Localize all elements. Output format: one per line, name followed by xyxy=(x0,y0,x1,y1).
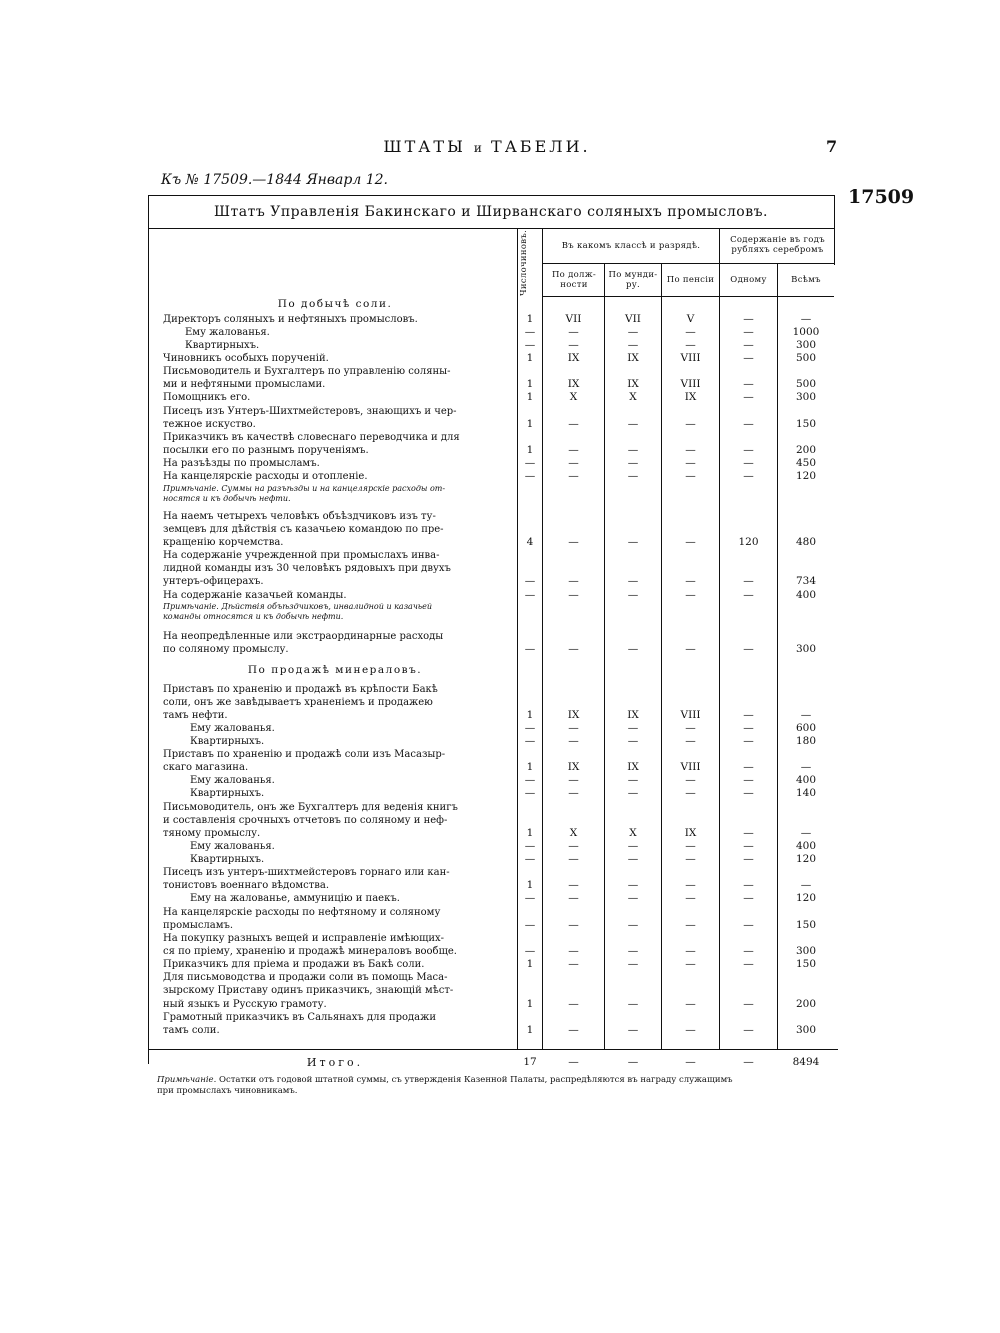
cell-one: — xyxy=(743,643,754,655)
cell-pension: — xyxy=(685,722,696,734)
header-bottom-rule xyxy=(542,296,834,297)
table-title: Штатъ Управленія Бакинскаго и Ширванскаго соляныхъ промысловъ. xyxy=(214,204,768,220)
cell-post: — xyxy=(568,326,579,338)
row-label: Для письмоводства и продажи соли въ помощь Маса- xyxy=(163,972,448,983)
note-1-line1: Суммы на разъѣзды и на канцелярскіе расходы от- xyxy=(221,484,446,493)
table-frame-right xyxy=(834,195,835,232)
header-salary-group: Содержаніе въ годъ рубляхъ серебромъ xyxy=(730,235,825,255)
cell-count: — xyxy=(524,774,536,786)
cell-count: — xyxy=(524,892,536,904)
cell-one: — xyxy=(743,326,754,338)
cell-post: — xyxy=(568,945,579,957)
cell-one: — xyxy=(743,879,754,891)
row-label: Ему на жалованье, аммуницію и паекъ. xyxy=(190,893,400,904)
cell-one: — xyxy=(743,787,754,799)
cell-pension: IX xyxy=(684,391,697,403)
cell-count: — xyxy=(524,457,536,469)
cell-post: — xyxy=(568,1024,579,1036)
cell-count: — xyxy=(524,735,536,747)
header-by-pension: По пенсіи xyxy=(666,275,715,285)
cell-all: 150 xyxy=(795,418,817,430)
cell-all: 180 xyxy=(795,735,817,747)
row-label: земцевъ для дѣйствія съ казачьею командою по пре- xyxy=(163,524,444,535)
cell-all: 500 xyxy=(795,352,817,364)
row-label: На канцелярскіе расходы по нефтяному и соляному xyxy=(163,907,441,918)
total-uniform: — xyxy=(627,1056,639,1068)
row-label: унтеръ-офицерахъ. xyxy=(163,576,264,587)
row-label: Приказчикъ въ качествѣ словеснаго переводчика и для xyxy=(163,432,460,443)
header-per-one: Одному xyxy=(730,275,767,285)
cell-uniform: X xyxy=(629,827,637,839)
cell-post: — xyxy=(568,774,579,786)
cell-pension: IX xyxy=(684,827,697,839)
cell-all: 600 xyxy=(795,722,817,734)
cell-post: — xyxy=(568,536,579,548)
cell-pension: — xyxy=(685,892,696,904)
cell-one: — xyxy=(743,998,754,1010)
total-label: Итого. xyxy=(306,1056,364,1069)
cell-uniform: — xyxy=(627,892,639,904)
row-label: зырскому Приставу одинъ приказчикъ, знающій мѣст- xyxy=(163,985,454,996)
note-2 xyxy=(163,602,432,612)
cell-pension: — xyxy=(685,879,696,891)
cell-count: 1 xyxy=(526,313,534,325)
total-one: — xyxy=(743,1056,754,1068)
cell-count: — xyxy=(524,643,536,655)
running-title-part2: ТАБЕЛИ. xyxy=(491,137,591,156)
header-subrule xyxy=(542,263,834,264)
row-label: тонистовъ военнаго вѣдомства. xyxy=(163,880,330,891)
cell-pension: VIII xyxy=(680,378,701,390)
row-label: Писецъ изъ унтеръ-шихтмейстеровъ горнаго или кан- xyxy=(163,867,450,878)
cell-post: — xyxy=(568,958,579,970)
cell-one: — xyxy=(743,589,754,601)
cell-pension: V xyxy=(686,313,695,325)
footnote xyxy=(157,1075,847,1097)
section-sale: По продажѣ минераловъ. xyxy=(247,664,423,676)
row-label: Приказчикъ для пріема и продажи въ Бакѣ соли. xyxy=(163,959,425,970)
cell-one: — xyxy=(743,709,754,721)
cell-pension: VIII xyxy=(680,709,701,721)
cell-uniform: — xyxy=(627,339,639,351)
cell-count: 1 xyxy=(526,998,534,1010)
cell-uniform: — xyxy=(627,998,639,1010)
header-by-post: По долж-ности xyxy=(551,270,597,290)
cell-all: 300 xyxy=(795,1024,817,1036)
cell-one: — xyxy=(743,945,754,957)
row-label: промысламъ. xyxy=(163,920,234,931)
cell-count: 1 xyxy=(526,958,534,970)
row-label: лидной команды изъ 30 человѣкъ рядовыхъ при двухъ xyxy=(163,563,451,574)
cell-post: — xyxy=(568,589,579,601)
cell-post: — xyxy=(568,787,579,799)
note-1-line2: носятся и къ добычѣ нефти. xyxy=(163,494,291,503)
row-label: Квартирныхъ. xyxy=(190,854,265,865)
cell-one: — xyxy=(743,391,754,403)
row-label: На разъѣзды по промысламъ. xyxy=(163,458,320,469)
cell-all: — xyxy=(800,313,812,325)
section-extraction: По добычѣ соли. xyxy=(277,298,393,310)
cell-pension: — xyxy=(685,536,696,548)
row-label: Квартирныхъ. xyxy=(185,340,260,351)
cell-pension: — xyxy=(685,735,696,747)
row-label: тяному промыслу. xyxy=(163,828,261,839)
cell-one: — xyxy=(743,313,754,325)
cell-one: — xyxy=(743,853,754,865)
cell-all: 300 xyxy=(795,643,817,655)
cell-post: — xyxy=(568,418,579,430)
row-label: соли, онъ же завѣдываетъ храненіемъ и продажею xyxy=(163,697,433,708)
cell-one: — xyxy=(743,827,754,839)
cell-post: — xyxy=(568,575,579,587)
header-by-uniform: По мунди-ру. xyxy=(608,270,658,290)
cell-all: 400 xyxy=(795,840,817,852)
cell-count: — xyxy=(524,853,536,865)
cell-post: — xyxy=(568,722,579,734)
row-label: На содержаніе казачьей команды. xyxy=(163,590,347,601)
row-label: Директоръ соляныхъ и нефтяныхъ промысловъ. xyxy=(163,314,418,325)
cell-uniform: — xyxy=(627,418,639,430)
cell-count: — xyxy=(524,919,536,931)
cell-one: — xyxy=(743,1024,754,1036)
cell-one: — xyxy=(743,735,754,747)
cell-count: — xyxy=(524,840,536,852)
cell-uniform: — xyxy=(627,457,639,469)
cell-post: — xyxy=(568,457,579,469)
cell-count: — xyxy=(524,470,536,482)
cell-count: — xyxy=(524,575,536,587)
cell-one: — xyxy=(743,840,754,852)
row-label: и составленія срочныхъ отчетовъ по соляному и неф- xyxy=(163,815,448,826)
row-label: ный языкъ и Русскую грамоту. xyxy=(163,999,327,1010)
cell-pension: — xyxy=(685,418,696,430)
cell-count: — xyxy=(524,339,536,351)
cell-count: 4 xyxy=(526,536,534,548)
cell-post: — xyxy=(568,919,579,931)
row-label: Чиновникъ особыхъ порученій. xyxy=(163,353,329,364)
row-label: Ему жалованья. xyxy=(185,327,270,338)
cell-all: 120 xyxy=(795,470,817,482)
cell-pension: — xyxy=(685,470,696,482)
cell-one: — xyxy=(743,457,754,469)
cell-one: — xyxy=(743,339,754,351)
cell-one: — xyxy=(743,774,754,786)
note-2-label: Примѣчаніе. xyxy=(163,602,219,611)
cell-uniform: — xyxy=(627,722,639,734)
cell-uniform: — xyxy=(627,945,639,957)
cell-uniform: — xyxy=(627,1024,639,1036)
cell-uniform: — xyxy=(627,919,639,931)
cell-pension: — xyxy=(685,998,696,1010)
row-label: На канцелярскіе расходы и отопленіе. xyxy=(163,471,368,482)
row-label: Писецъ изъ Унтеръ-Шихтмейстеровъ, знающихъ и чер- xyxy=(163,406,457,417)
cell-uniform: — xyxy=(627,643,639,655)
note-2-line2: команды относятся и къ добычѣ нефти. xyxy=(163,612,344,621)
cell-pension: — xyxy=(685,444,696,456)
row-label: кращенію корчемства. xyxy=(163,537,284,548)
cell-uniform: IX xyxy=(627,761,639,773)
cell-uniform: VII xyxy=(625,313,641,325)
cell-one: — xyxy=(743,722,754,734)
cell-all: 734 xyxy=(795,575,817,587)
cell-count: 1 xyxy=(526,827,534,839)
cell-post: — xyxy=(568,998,579,1010)
cell-uniform: — xyxy=(627,958,639,970)
cell-all: 1000 xyxy=(792,326,820,338)
row-label: На содержаніе учрежденной при промыслахъ инва- xyxy=(163,550,440,561)
cell-uniform: IX xyxy=(627,352,639,364)
running-title-conj: и xyxy=(473,141,483,155)
row-label: ся по пріему, храненію и продажѣ минераловъ вообще. xyxy=(163,946,457,957)
cell-all: 500 xyxy=(795,378,817,390)
cell-all: — xyxy=(800,761,812,773)
cell-post: — xyxy=(568,470,579,482)
cell-one: — xyxy=(743,575,754,587)
cell-pension: VIII xyxy=(680,761,701,773)
cell-uniform: — xyxy=(627,589,639,601)
cell-post: VII xyxy=(565,313,582,325)
cell-post: IX xyxy=(567,761,580,773)
cell-one: — xyxy=(743,418,754,430)
title-rule xyxy=(148,228,834,229)
cell-post: — xyxy=(568,735,579,747)
cell-one: — xyxy=(743,470,754,482)
row-label: тамъ нефти. xyxy=(163,710,228,721)
row-label: Квартирныхъ. xyxy=(190,788,265,799)
footnote-line2: при промыслахъ чиновникамъ. xyxy=(157,1086,298,1096)
cell-all: 400 xyxy=(795,774,817,786)
cell-all: 300 xyxy=(795,339,817,351)
cell-post: — xyxy=(568,853,579,865)
cell-all: 480 xyxy=(795,536,817,548)
cell-all: 140 xyxy=(795,787,817,799)
cell-all: 200 xyxy=(795,444,817,456)
cell-uniform: IX xyxy=(627,709,639,721)
row-label: тежное искуство. xyxy=(163,419,256,430)
page-header xyxy=(0,137,1000,157)
cell-uniform: — xyxy=(627,774,639,786)
cell-one: — xyxy=(743,761,754,773)
cell-uniform: — xyxy=(627,735,639,747)
cell-pension: VIII xyxy=(680,352,701,364)
row-label: Ему жалованья. xyxy=(190,841,275,852)
cell-all: — xyxy=(800,709,812,721)
cell-one: — xyxy=(743,892,754,904)
cell-post: — xyxy=(568,840,579,852)
row-label: Приставъ по храненію и продажѣ соли изъ Масазыр- xyxy=(163,749,446,760)
cell-all: 150 xyxy=(795,919,817,931)
cell-post: IX xyxy=(567,378,580,390)
row-label: На неопредѣленные или экстраординарные расходы xyxy=(163,631,444,642)
cell-post: IX xyxy=(567,352,580,364)
cell-post: — xyxy=(568,643,579,655)
note-2-line1: Дѣйствія объѣздчиковъ, инвалидной и казачьей xyxy=(221,602,433,611)
cell-pension: — xyxy=(685,774,696,786)
cell-post: — xyxy=(568,892,579,904)
cell-pension: — xyxy=(685,919,696,931)
total-post: — xyxy=(568,1056,579,1068)
cell-count: 1 xyxy=(526,378,534,390)
running-title-part1: ШТАТЫ xyxy=(383,137,466,156)
cell-pension: — xyxy=(685,1024,696,1036)
header-count: Числочиновъ. xyxy=(519,229,529,296)
cell-one: — xyxy=(743,378,754,390)
cell-all: 300 xyxy=(795,945,817,957)
cell-pension: — xyxy=(685,457,696,469)
cell-pension: — xyxy=(685,787,696,799)
cell-uniform: — xyxy=(627,879,639,891)
footnote-label: Примѣчаніе. xyxy=(157,1075,217,1085)
cell-all: 400 xyxy=(795,589,817,601)
cell-all: 120 xyxy=(795,892,817,904)
cell-post: — xyxy=(568,879,579,891)
cell-pension: — xyxy=(685,958,696,970)
row-label: Грамотный приказчикъ въ Сальянахъ для продажи xyxy=(163,1012,437,1023)
cell-all: 450 xyxy=(795,457,817,469)
note-1-label: Примѣчаніе. xyxy=(163,484,219,493)
total-pension: — xyxy=(685,1056,696,1068)
cell-count: — xyxy=(524,787,536,799)
cell-uniform: — xyxy=(627,787,639,799)
cell-pension: — xyxy=(685,643,696,655)
cell-count: 1 xyxy=(526,418,534,430)
cell-all: 120 xyxy=(795,853,817,865)
header-class-group: Въ какомъ классѣ и разрядѣ. xyxy=(561,241,701,251)
cell-uniform: — xyxy=(627,470,639,482)
cell-count: — xyxy=(524,326,536,338)
cell-count: — xyxy=(524,945,536,957)
cell-uniform: — xyxy=(627,853,639,865)
cell-uniform: — xyxy=(627,575,639,587)
cell-count: — xyxy=(524,722,536,734)
cell-post: X xyxy=(569,827,578,839)
cell-uniform: — xyxy=(627,840,639,852)
cell-count: — xyxy=(524,589,536,601)
cell-post: — xyxy=(568,339,579,351)
cell-all: — xyxy=(800,879,812,891)
cell-pension: — xyxy=(685,575,696,587)
note-1 xyxy=(163,484,445,494)
row-label: по соляному промыслу. xyxy=(163,644,289,655)
cell-count: 1 xyxy=(526,352,534,364)
cell-count: 1 xyxy=(526,709,534,721)
total-all: 8494 xyxy=(792,1056,820,1068)
cell-pension: — xyxy=(685,339,696,351)
row-label: скаго магазина. xyxy=(163,762,249,773)
row-label: На покупку разныхъ вещей и исправленіе имѣющих- xyxy=(163,933,445,944)
cell-uniform: IX xyxy=(627,378,639,390)
cell-post: — xyxy=(568,444,579,456)
footnote-line1: Остатки отъ годовой штатной суммы, съ утвержденія Казенной Палаты, распредѣляются въ награду служащимъ xyxy=(218,1075,733,1085)
row-label: Квартирныхъ. xyxy=(190,736,265,747)
cell-pension: — xyxy=(685,945,696,957)
cell-one: — xyxy=(743,352,754,364)
margin-decree-number: 17509 xyxy=(848,186,915,208)
cell-uniform: — xyxy=(627,444,639,456)
cell-one: — xyxy=(743,444,754,456)
cell-uniform: X xyxy=(629,391,637,403)
row-label: Помощникъ его. xyxy=(163,392,251,403)
cell-pension: — xyxy=(685,326,696,338)
cell-count: 1 xyxy=(526,879,534,891)
page-number: 7 xyxy=(826,137,838,156)
cell-post: IX xyxy=(567,709,580,721)
cell-one: — xyxy=(743,958,754,970)
row-label: Ему жалованья. xyxy=(190,723,275,734)
cell-pension: — xyxy=(685,589,696,601)
cell-pension: — xyxy=(685,853,696,865)
row-label: Письмоводитель, онъ же Бухгалтеръ для веденія книгъ xyxy=(163,802,458,813)
row-label: тамъ соли. xyxy=(163,1025,220,1036)
cell-all: 200 xyxy=(795,998,817,1010)
cell-post: X xyxy=(569,391,578,403)
cell-count: 1 xyxy=(526,391,534,403)
cell-count: 1 xyxy=(526,761,534,773)
cell-uniform: — xyxy=(627,326,639,338)
row-label: На наемъ четырехъ человѣкъ объѣздчиковъ изъ ту- xyxy=(163,511,436,522)
cell-all: — xyxy=(800,827,812,839)
total-rule xyxy=(148,1049,838,1050)
row-label: Ему жалованья. xyxy=(190,775,275,786)
cell-all: 150 xyxy=(795,958,817,970)
row-label: Приставъ по храненію и продажѣ въ крѣпости Бакѣ xyxy=(163,684,438,695)
decree-reference: Къ № 17509.—1844 Январл 12. xyxy=(161,172,388,188)
cell-count: 1 xyxy=(526,444,534,456)
cell-pension: — xyxy=(685,840,696,852)
cell-count: 1 xyxy=(526,1024,534,1036)
row-label: ми и нефтяными промыслами. xyxy=(163,379,326,390)
total-count: 17 xyxy=(523,1056,537,1068)
cell-one: — xyxy=(743,919,754,931)
cell-all: 300 xyxy=(795,391,817,403)
row-label: Письмоводитель и Бухгалтеръ по управленію соляны- xyxy=(163,366,451,377)
cell-uniform: — xyxy=(627,536,639,548)
row-label: посылки его по разнымъ порученіямъ. xyxy=(163,445,369,456)
cell-one: 120 xyxy=(738,536,759,548)
header-total: Всѣмъ xyxy=(791,275,821,285)
